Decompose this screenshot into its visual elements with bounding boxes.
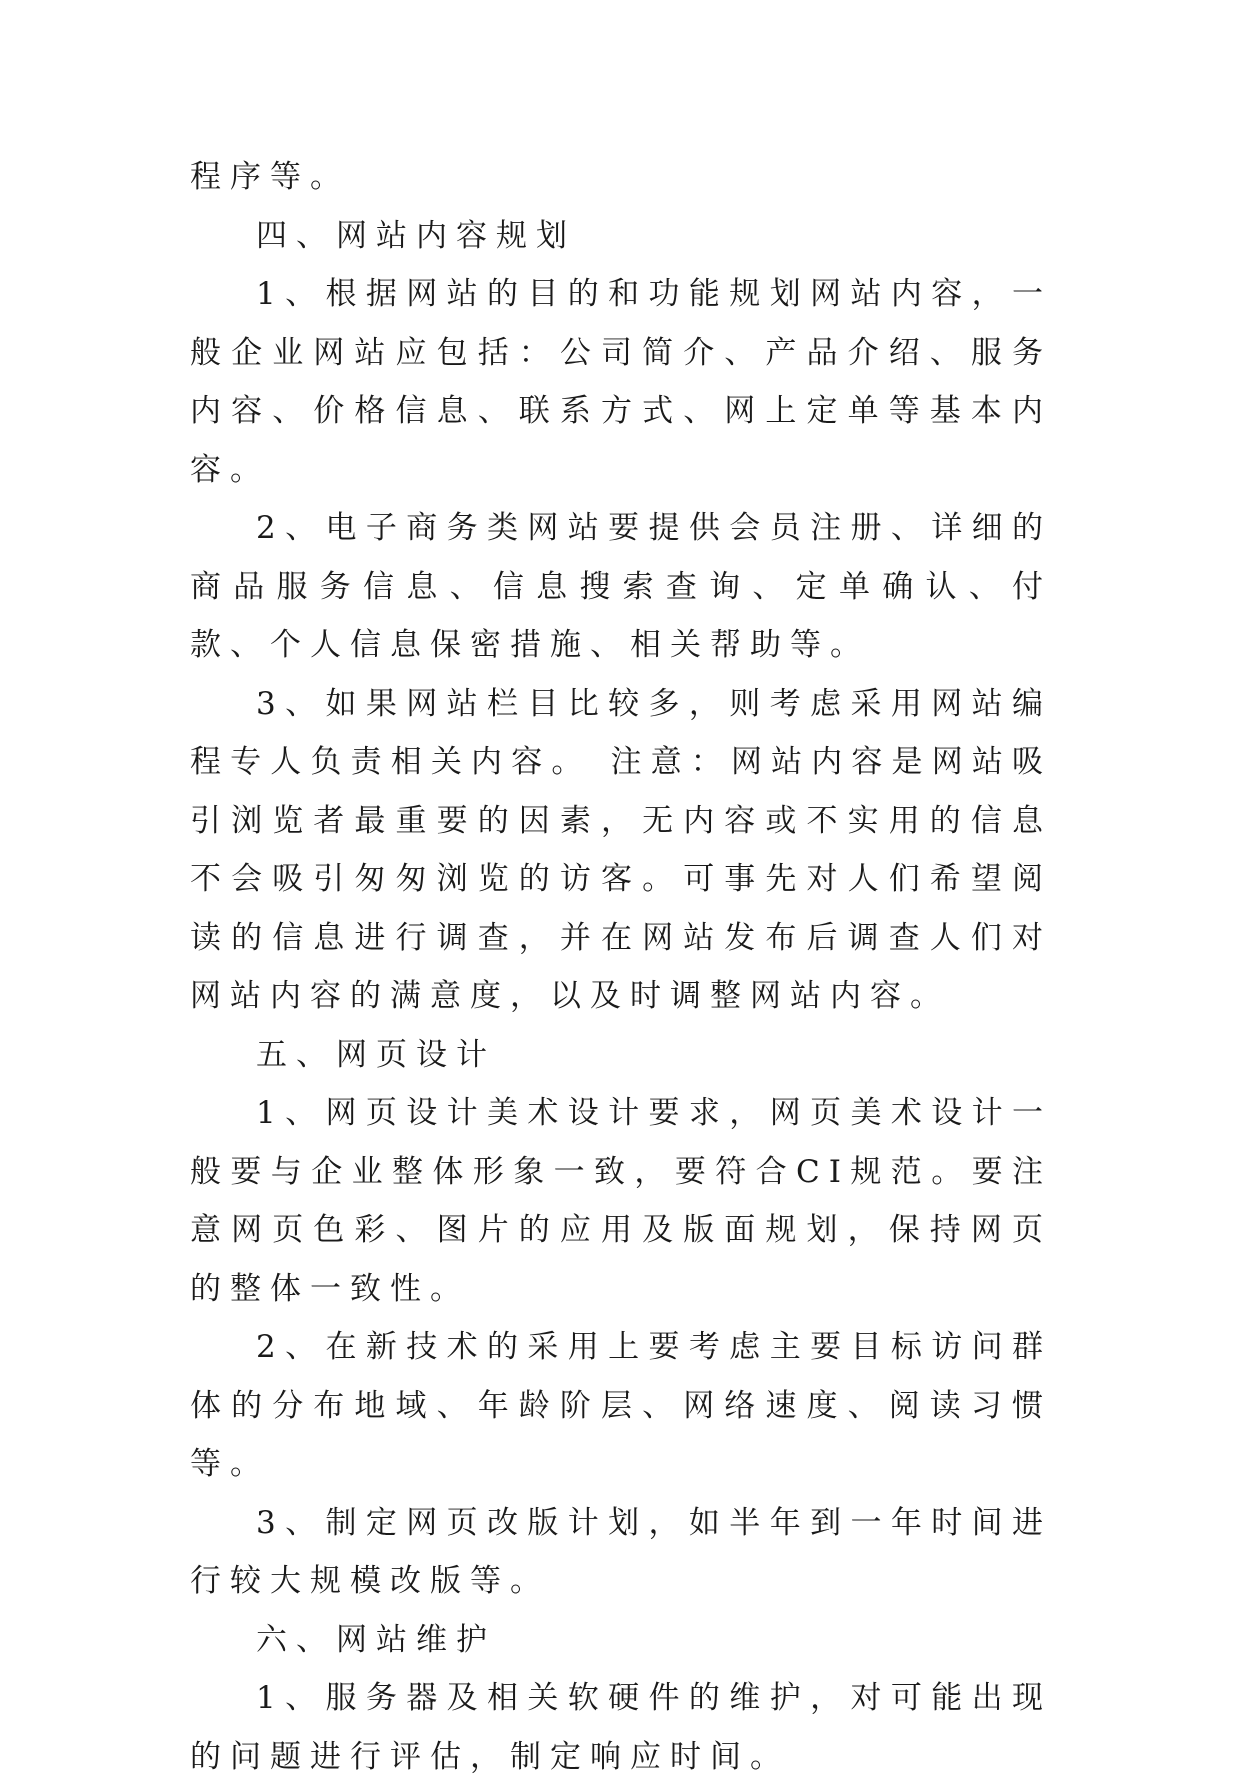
document-page <box>190 148 1052 1786</box>
paragraph-5-2: 2、在新技术的采用上要考虑主要目标访问群体的分布地域、年龄阶层、网络速度、阅读习惯等。 <box>190 1329 1052 1482</box>
paragraph-continuation: 程序等。 <box>190 159 350 195</box>
paragraph-5-3: 3、制定网页改版计划，如半年到一年时间进行较大规模改版等。 <box>190 1504 1052 1599</box>
paragraph-4-2: 2、电子商务类网站要提供会员注册、详细的商品服务信息、信息搜索查询、定单确认、付款、个人信息保密措施、相关帮助等。 <box>190 510 1052 663</box>
paragraph-5-1: 1、网页设计美术设计要求，网页美术设计一般要与企业整体形象一致，要符合CI规范。要注意网页色彩、图片的应用及版面规划，保持网页的整体一致性。 <box>190 1095 1052 1307</box>
paragraph-6-1: 1、服务器及相关软硬件的维护，对可能出现的问题进行评估，制定响应时间。 <box>190 1680 1052 1775</box>
paragraph-4-1: 1、根据网站的目的和功能规划网站内容，一般企业网站应包括：公司简介、产品介绍、服务内容、价格信息、联系方式、网上定单等基本内容。 <box>190 276 1052 488</box>
heading-section-5: 五、网页设计 <box>256 1036 496 1073</box>
paragraph-4-3: 3、如果网站栏目比较多，则考虑采用网站编程专人负责相关内容。 注意：网站内容是网站吸引浏览者最重要的因素，无内容或不实用的信息不会吸引匆匆浏览的访客。可事先对人们希望阅读的信息进行调查，并在网站发布后调查人们对网站内容的满意度，以及时调整网站内容。 <box>190 685 1052 1014</box>
heading-section-4: 四、网站内容规划 <box>256 217 576 254</box>
heading-section-6: 六、网站维护 <box>256 1621 496 1658</box>
